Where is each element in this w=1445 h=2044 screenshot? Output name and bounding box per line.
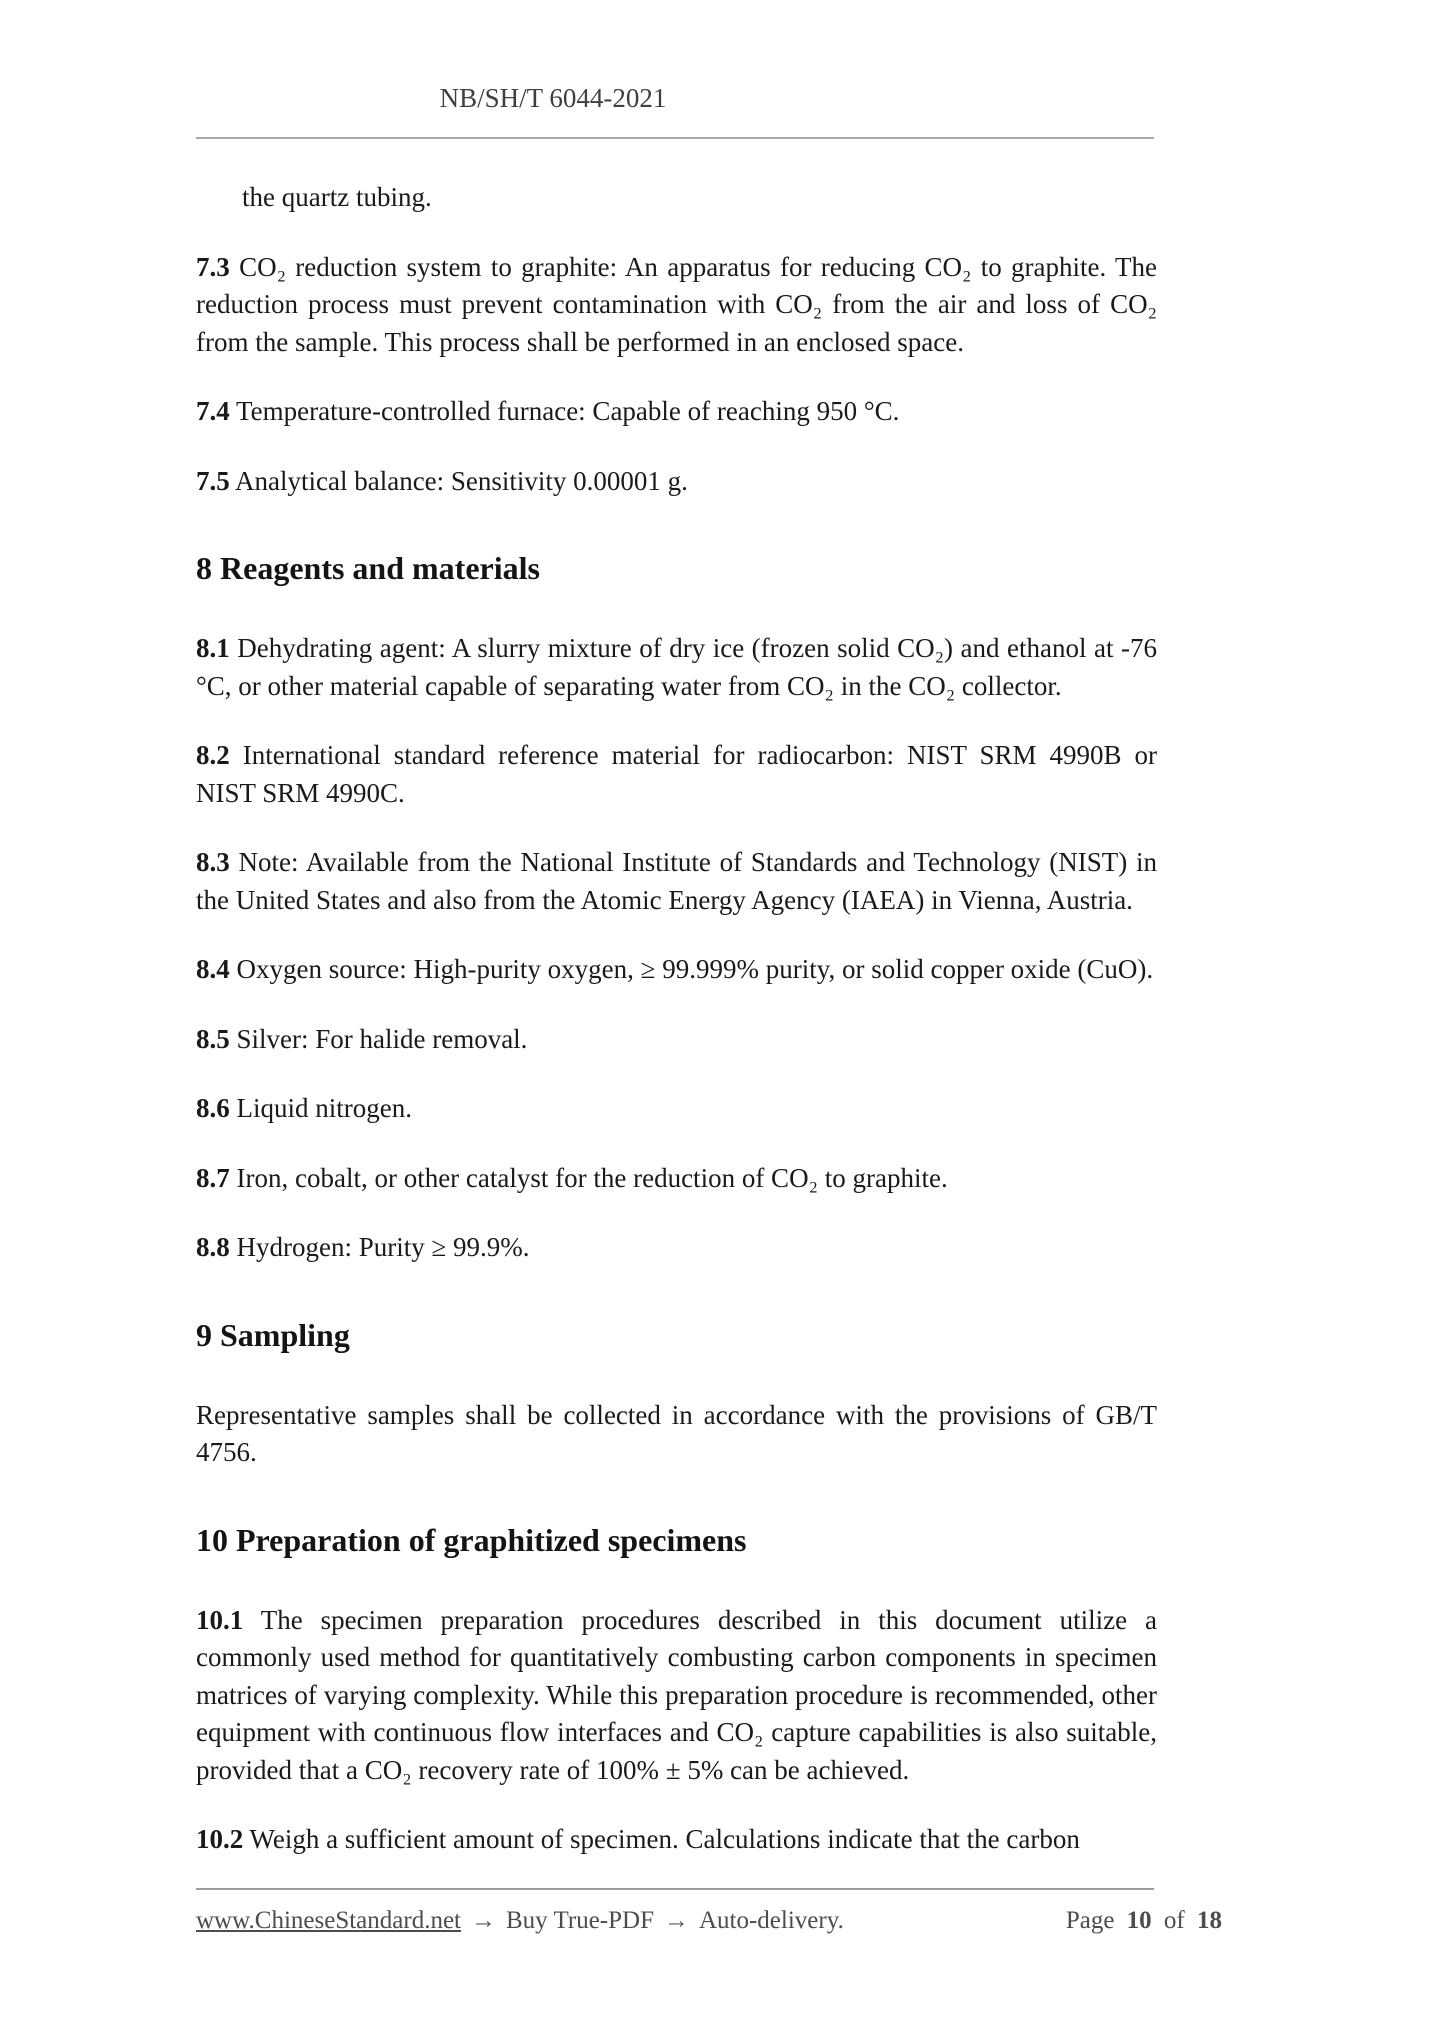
clause-8-7 — [196, 1160, 1157, 1198]
footer-buy-text: Buy True-PDF — [506, 1907, 654, 1934]
clause-text: International standard reference material for radiocarbon: NIST SRM 4990B or NIST SRM 4990C. — [196, 740, 1158, 808]
clause-7-4 — [196, 393, 1157, 431]
clause-text: Liquid nitrogen. — [236, 1093, 412, 1123]
clause-number: 8.8 — [196, 1232, 230, 1262]
clause-number: 8.4 — [196, 954, 230, 984]
clause-8-4 — [196, 951, 1157, 989]
clause-8-8 — [196, 1229, 1157, 1267]
clause-7-5 — [196, 463, 1157, 501]
clause-text: Silver: For halide removal. — [236, 1023, 528, 1054]
clause-8-5 — [196, 1021, 1157, 1059]
document-content — [196, 0, 1157, 1891]
clause-10-1 — [196, 1602, 1157, 1790]
arrow-right-icon: → — [471, 1907, 496, 1934]
clause-number: 8.3 — [196, 847, 230, 877]
clause-7-3 — [196, 249, 1157, 362]
clause-8-3 — [196, 844, 1157, 919]
clause-text: Analytical balance: Sensitivity 0.00001 g. — [235, 465, 688, 496]
clause-number: 10.1 — [196, 1604, 244, 1635]
site-link[interactable]: www.ChineseStandard.net — [196, 1907, 461, 1934]
clause-text: Hydrogen: Purity ≥ 99.9%. — [236, 1232, 530, 1262]
section-heading-10: 10 Preparation of graphitized specimens — [196, 1521, 747, 1558]
clause-8-6 — [196, 1090, 1157, 1128]
clause-text: The specimen preparation procedures described in this document utilize a commonly used method for quantitatively combusting carbon components in specimen matrices of varying complexity. While this preparation procedure is recommended, other equipment with continuous flow interfaces and CO₂ capture capabilities is also suitable, provided that a CO₂ recovery rate of 100% ± 5% can be achieved. — [196, 1604, 1157, 1785]
footer-rule — [196, 1888, 1154, 1890]
clause-number: 7.4 — [196, 396, 230, 426]
standard-number: NB/SH/T 6044-2021 — [439, 83, 667, 113]
page-total: 18 — [1197, 1907, 1222, 1934]
footer-delivery-text: Auto-delivery. — [698, 1907, 844, 1934]
footer-row — [196, 1905, 1222, 1937]
clause-8-1 — [196, 630, 1157, 705]
clause-text: Dehydrating agent: A slurry mixture of dry ice (frozen solid CO₂) and ethanol at -76 °C, or other material capable of separating water from CO₂ in the CO₂ collector. — [196, 633, 1158, 701]
page-label: Page — [1065, 1907, 1115, 1934]
page-indicator — [1066, 1905, 1222, 1937]
sampling-paragraph: Representative samples shall be collected in accordance with the provisions of GB/T 4756. — [196, 1399, 1157, 1467]
clause-text: CO₂ reduction system to graphite: An apparatus for reducing CO₂ to graphite. The reduction process must prevent contamination with CO₂ from the air and loss of CO₂ from the sample. This process shall be performed in an enclosed space. — [196, 251, 1158, 357]
section-heading-8: 8 Reagents and materials — [196, 550, 540, 586]
clause-number: 8.5 — [196, 1023, 230, 1054]
page-header — [196, 0, 910, 117]
of-label: of — [1163, 1907, 1185, 1934]
clause-text: Weigh a sufficient amount of specimen. Calculations indicate that the carbon — [249, 1824, 1080, 1854]
page-footer — [196, 1888, 1222, 1937]
clause-number: 7.5 — [196, 465, 230, 496]
header-rule — [196, 137, 1154, 139]
clause-number: 8.7 — [196, 1162, 230, 1193]
page-current: 10 — [1126, 1907, 1152, 1934]
arrow-right-icon: → — [663, 1907, 689, 1934]
clause-number: 8.2 — [196, 740, 230, 770]
section-heading-9: 9 Sampling — [196, 1316, 350, 1353]
clause-text: Iron, cobalt, or other catalyst for the reduction of CO₂ to graphite. — [236, 1162, 948, 1193]
clause-8-2 — [196, 737, 1157, 812]
clause-number: 8.1 — [196, 633, 230, 663]
continuation-text: the quartz tubing. — [242, 182, 432, 212]
footer-info — [196, 1905, 844, 1937]
clause-number: 8.6 — [196, 1093, 230, 1123]
clause-text: Oxygen source: High-purity oxygen, ≥ 99.999% purity, or solid copper oxide (CuO). — [236, 954, 1154, 984]
clause-10-2 — [196, 1821, 1157, 1859]
clause-text: Temperature-controlled furnace: Capable of reaching 950 °C. — [236, 396, 900, 426]
clause-number: 10.2 — [196, 1824, 244, 1854]
clause-text: Note: Available from the National Institute of Standards and Technology (NIST) in the United States and also from the Atomic Energy Agency (IAEA) in Vienna, Austria. — [196, 847, 1158, 915]
clause-number: 7.3 — [196, 251, 230, 282]
